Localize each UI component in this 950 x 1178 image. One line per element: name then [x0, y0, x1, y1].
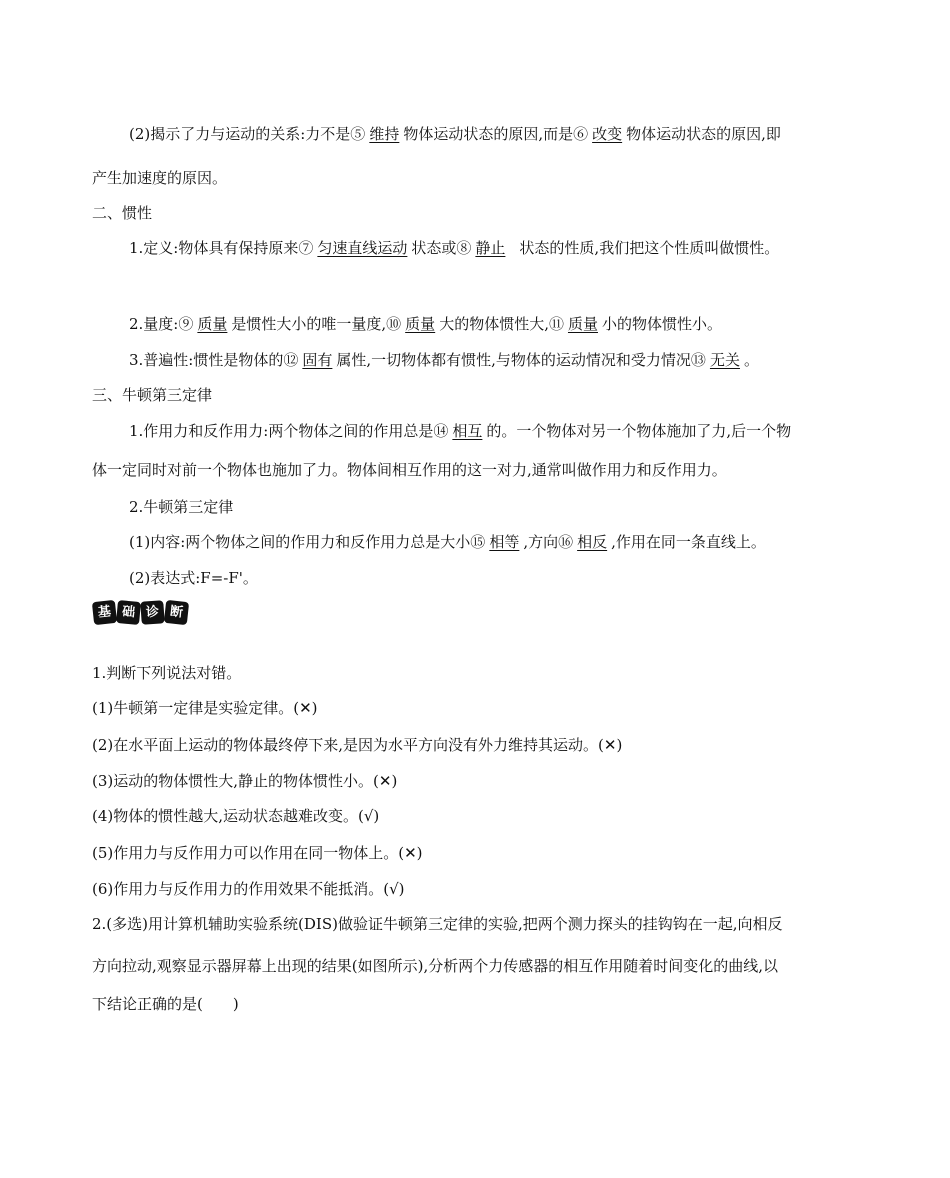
- third-law-content: (1)内容:两个物体之间的作用力和反作用力总是大小⑮ 相等 ,方向⑯ 相反 ,作用在同一条直线上。: [129, 533, 766, 551]
- reveal-line: (2)揭示了力与运动的关系:力不是⑤ 维持 物体运动状态的原因,而是⑥ 改变 物体运动状态的原因,即: [129, 125, 781, 143]
- action-reaction-line-cont: 体一定同时对前一个物体也施加了力。物体间相互作用的这一对力,通常叫做作用力和反作用力。: [92, 461, 727, 479]
- reveal-line-cont: 产生加速度的原因。: [92, 169, 228, 187]
- badge-char: 基: [92, 600, 117, 625]
- badge-char: 诊: [140, 600, 165, 625]
- list-item: (4)物体的惯性越大,运动状态越难改变。(√): [92, 807, 380, 825]
- question-1-title: 1.判断下列说法对错。: [92, 664, 242, 682]
- question-2-line: 下结论正确的是( ): [92, 995, 239, 1013]
- question-2-line: 2.(多选)用计算机辅助实验系统(DIS)做验证牛顿第三定律的实验,把两个测力探头的挂钩钩在一起,向相反: [92, 915, 783, 933]
- answer-16: 相反: [577, 533, 608, 551]
- answer-5: 维持: [369, 125, 400, 143]
- answer-12: 固有: [302, 351, 333, 369]
- answer-8: 静止: [475, 239, 506, 257]
- answer-9: 质量: [197, 315, 228, 333]
- list-item: (2)在水平面上运动的物体最终停下来,是因为水平方向没有外力维持其运动。(✕): [92, 736, 623, 754]
- answer-11: 质量: [567, 315, 598, 333]
- list-item: (3)运动的物体惯性大,静止的物体惯性小。(✕): [92, 772, 398, 790]
- badge-char: 础: [116, 600, 141, 625]
- question-2-line: 方向拉动,观察显示器屏幕上出现的结果(如图所示),分析两个力传感器的相互作用随着时间变化的曲线,以: [92, 957, 779, 975]
- third-law-title: 2.牛顿第三定律: [129, 498, 234, 516]
- third-law-formula: (2)表达式:F=-F'。: [129, 569, 258, 587]
- section-heading-third-law: 三、牛顿第三定律: [92, 386, 213, 404]
- answer-15: 相等: [489, 533, 520, 551]
- list-item: (6)作用力与反作用力的作用效果不能抵消。(√): [92, 880, 405, 898]
- list-item: (1)牛顿第一定律是实验定律。(✕): [92, 699, 318, 717]
- action-reaction-line: 1.作用力和反作用力:两个物体之间的作用总是⑭ 相互 的。一个物体对另一个物体施加了力,后一个物: [129, 422, 792, 440]
- answer-7: 匀速直线运动: [317, 239, 408, 257]
- answer-14: 相互: [452, 422, 483, 440]
- section-heading-inertia: 二、惯性: [92, 204, 153, 222]
- badge-char: 断: [164, 600, 189, 625]
- inertia-measure: 2.量度:⑨ 质量 是惯性大小的唯一量度,⑩ 质量 大的物体惯性大,⑪ 质量 小的物体惯性小。: [129, 315, 722, 333]
- answer-6: 改变: [592, 125, 623, 143]
- basic-diagnosis-badge: [93, 601, 188, 624]
- inertia-universality: 3.普遍性:惯性是物体的⑫ 固有 属性,一切物体都有惯性,与物体的运动情况和受力情况⑬ 无关 。: [129, 351, 759, 369]
- answer-13: 无关: [709, 351, 740, 369]
- list-item: (5)作用力与反作用力可以作用在同一物体上。(✕): [92, 844, 423, 862]
- answer-10: 质量: [405, 315, 436, 333]
- inertia-definition: 1.定义:物体具有保持原来⑦ 匀速直线运动 状态或⑧ 静止 状态的性质,我们把这个性质叫做惯性。: [129, 239, 780, 257]
